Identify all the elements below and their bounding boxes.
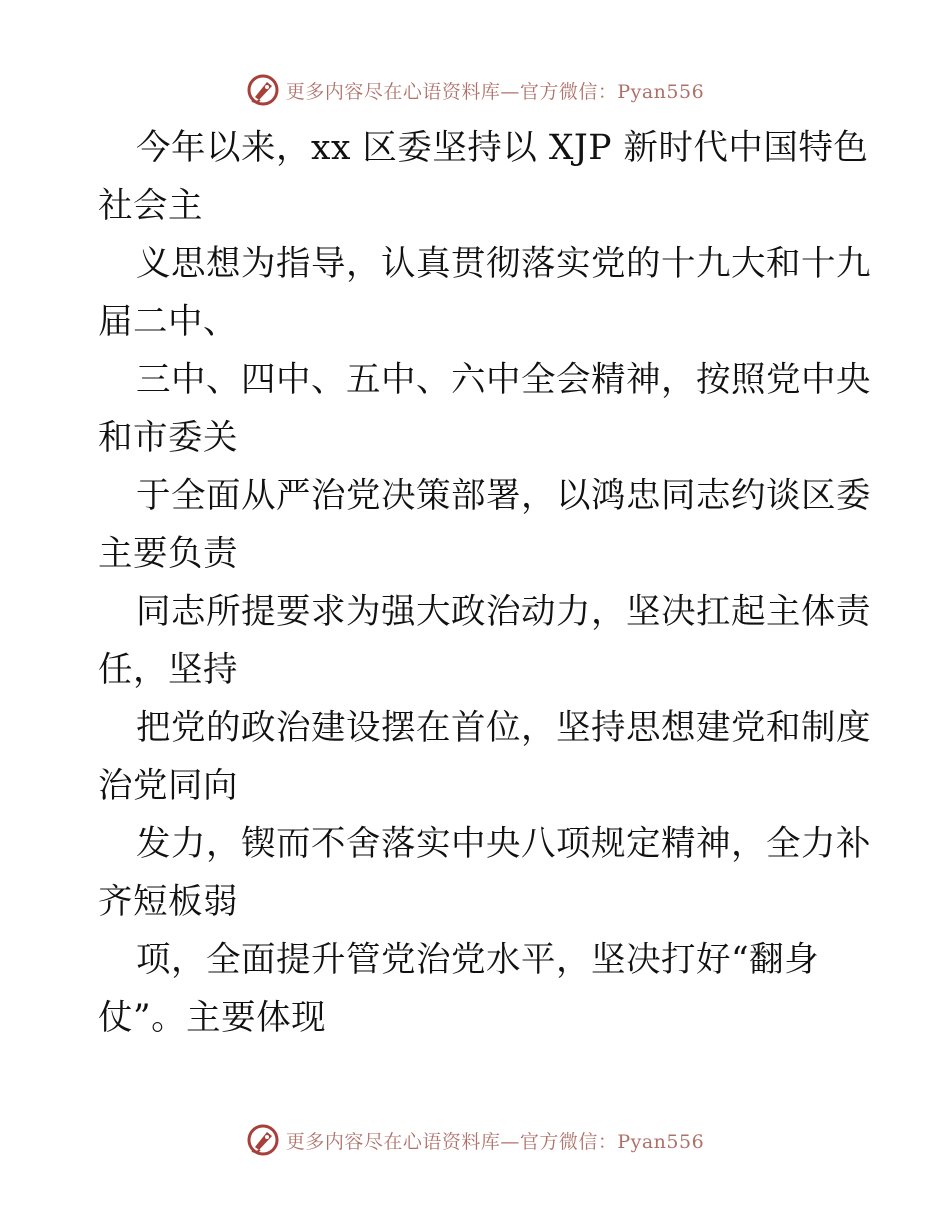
text-line: 项，全面提升管党治党水平，坚决打好“翻身: [136, 940, 820, 980]
text-line: 今年以来，xx 区委坚持以 XJP 新时代中国特色: [136, 128, 869, 168]
text-line: 三中、四中、五中、六中全会精神，按照党中央: [136, 360, 871, 400]
text-line: 届二中、: [98, 302, 238, 342]
document-body: [98, 119, 871, 1047]
text-line: 齐短板弱: [98, 882, 238, 922]
text-line: 于全面从严治党决策部署，以鸿忠同志约谈区委: [136, 476, 871, 516]
text-line: 把党的政治建设摆在首位，坚持思想建党和制度: [136, 708, 871, 748]
header-watermark: [0, 70, 950, 110]
footer-watermark: [0, 1120, 950, 1160]
watermark-text: 更多内容尽在心语资料库—官方微信：Pyan556: [285, 1130, 705, 1153]
watermark-text: 更多内容尽在心语资料库—官方微信：Pyan556: [285, 80, 705, 103]
paragraph: [98, 699, 871, 815]
text-line: 社会主: [98, 186, 203, 226]
paragraph: [98, 583, 871, 699]
text-line: 同志所提要求为强大政治动力，坚决扛起主体责: [136, 592, 871, 632]
paragraph: [98, 931, 858, 1047]
text-line: 义思想为指导，认真贯彻落实党的十九大和十九: [136, 244, 871, 284]
pen-nib-logo-icon: [246, 1123, 280, 1157]
paragraph: [98, 351, 871, 467]
text-line: 仗”。主要体现: [98, 998, 327, 1038]
pen-nib-logo-icon: [246, 73, 280, 107]
paragraph: [98, 815, 871, 931]
text-line: 主要负责: [98, 534, 238, 574]
paragraph: [98, 467, 871, 583]
text-line: 发力，锲而不舍落实中央八项规定精神，全力补: [136, 824, 871, 864]
paragraph: [98, 119, 869, 235]
text-line: 和市委关: [98, 418, 238, 458]
text-line: 任，坚持: [98, 650, 238, 690]
paragraph: [98, 235, 871, 351]
text-line: 治党同向: [98, 766, 238, 806]
